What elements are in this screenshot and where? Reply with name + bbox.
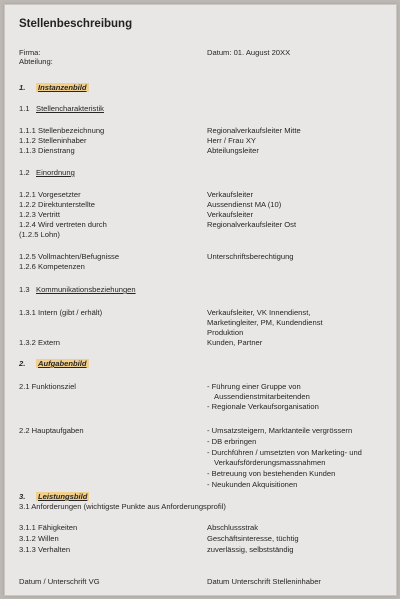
section-1-number: 1. <box>19 83 26 92</box>
section-3-1-heading: 3.1 Anforderungen (wichtigste Punkte aus Anforderungsprofil) <box>19 502 226 511</box>
field-value: - Neukunden Akquisitionen <box>207 480 298 489</box>
field-value: Aussendienstmitarbeitenden <box>214 392 310 401</box>
signature-employee: Datum Unterschrift Stelleninhaber <box>207 577 321 586</box>
section-3-heading: Leistungsbild <box>38 492 88 501</box>
field-label: 1.2.4 Wird vertreten durch <box>19 220 107 229</box>
section-1-3-number: 1.3 <box>19 285 30 294</box>
field-label: 2.2 Hauptaufgaben <box>19 426 84 435</box>
field-value: Marketingleiter, PM, Kundendienst <box>207 318 323 327</box>
field-value: Abteilungsleiter <box>207 146 259 155</box>
datum-label: Datum: 01. August 20XX <box>207 48 291 57</box>
page-title: Stellenbeschreibung <box>19 18 133 30</box>
field-label: 1.3.1 Intern (gibt / erhält) <box>19 308 103 317</box>
field-label: 1.2.2 Direktunterstellte <box>19 200 95 209</box>
field-label: 1.1.3 Dienstrang <box>19 146 75 155</box>
section-1-1-number: 1.1 <box>19 104 30 113</box>
section-1-2-number: 1.2 <box>19 168 30 177</box>
section-1-heading: Instanzenbild <box>38 83 87 92</box>
field-value: Unterschriftsberechtigung <box>207 252 294 261</box>
section-1-3-heading: Kommunikationsbeziehungen <box>36 285 136 294</box>
field-value: Regionalverkaufsleiter Mitte <box>207 126 301 135</box>
field-value: - DB erbringen <box>207 437 257 446</box>
field-value: Geschäftsinteresse, tüchtig <box>207 534 299 543</box>
field-label: 1.2.6 Kompetenzen <box>19 262 85 271</box>
field-label: 1.2.1 Vorgesetzter <box>19 190 81 199</box>
field-label: 3.1.1 Fähigkeiten <box>19 523 78 532</box>
field-label: 2.1 Funktionsziel <box>19 382 76 391</box>
field-value: zuverlässig, selbstständig <box>207 545 294 554</box>
field-value: Herr / Frau XY <box>207 136 256 145</box>
field-value: Verkaufsleiter <box>207 190 254 199</box>
field-label: 3.1.3 Verhalten <box>19 545 71 554</box>
field-label: 1.1.1 Stellenbezeichnung <box>19 126 105 135</box>
section-1-2-heading: Einordnung <box>36 168 75 177</box>
field-label: 1.2.5 Vollmachten/Befugnisse <box>19 252 120 261</box>
field-label: 1.1.2 Stelleninhaber <box>19 136 87 145</box>
field-value: - Führung einer Gruppe von <box>207 382 301 391</box>
field-value: Verkaufsleiter, VK Innendienst, <box>207 308 311 317</box>
document-page <box>4 4 397 596</box>
field-value: - Durchführen / umsetzten von Marketing- und <box>207 448 362 457</box>
abteilung-label: Abteilung: <box>19 57 53 66</box>
field-value: Kunden, Partner <box>207 338 263 347</box>
field-value: Produktion <box>207 328 244 337</box>
field-value: Verkaufsförderungsmassnahmen <box>214 458 326 467</box>
section-3-number: 3. <box>19 492 26 501</box>
firma-label: Firma: <box>19 48 41 57</box>
section-2-heading: Aufgabenbild <box>38 359 87 368</box>
section-2-number: 2. <box>19 359 26 368</box>
field-label: 3.1.2 Willen <box>19 534 59 543</box>
field-value: Regionalverkaufsleiter Ost <box>207 220 297 229</box>
field-label: (1.2.5 Lohn) <box>19 230 60 239</box>
field-label: 1.2.3 Vertritt <box>19 210 60 219</box>
field-label: 1.3.2 Extern <box>19 338 60 347</box>
signature-supervisor: Datum / Unterschrift VG <box>19 577 100 586</box>
field-value: - Betreuung von bestehenden Kunden <box>207 469 336 478</box>
section-1-1-heading: Stellencharakteristik <box>36 104 104 113</box>
field-value: - Regionale Verkaufsorganisation <box>207 402 319 411</box>
field-value: - Umsatzsteigern, Marktanteile vergrössern <box>207 426 353 435</box>
field-value: Verkaufsleiter <box>207 210 254 219</box>
field-value: Abschlussstrak <box>207 523 259 532</box>
field-value: Aussendienst MA (10) <box>207 200 282 209</box>
